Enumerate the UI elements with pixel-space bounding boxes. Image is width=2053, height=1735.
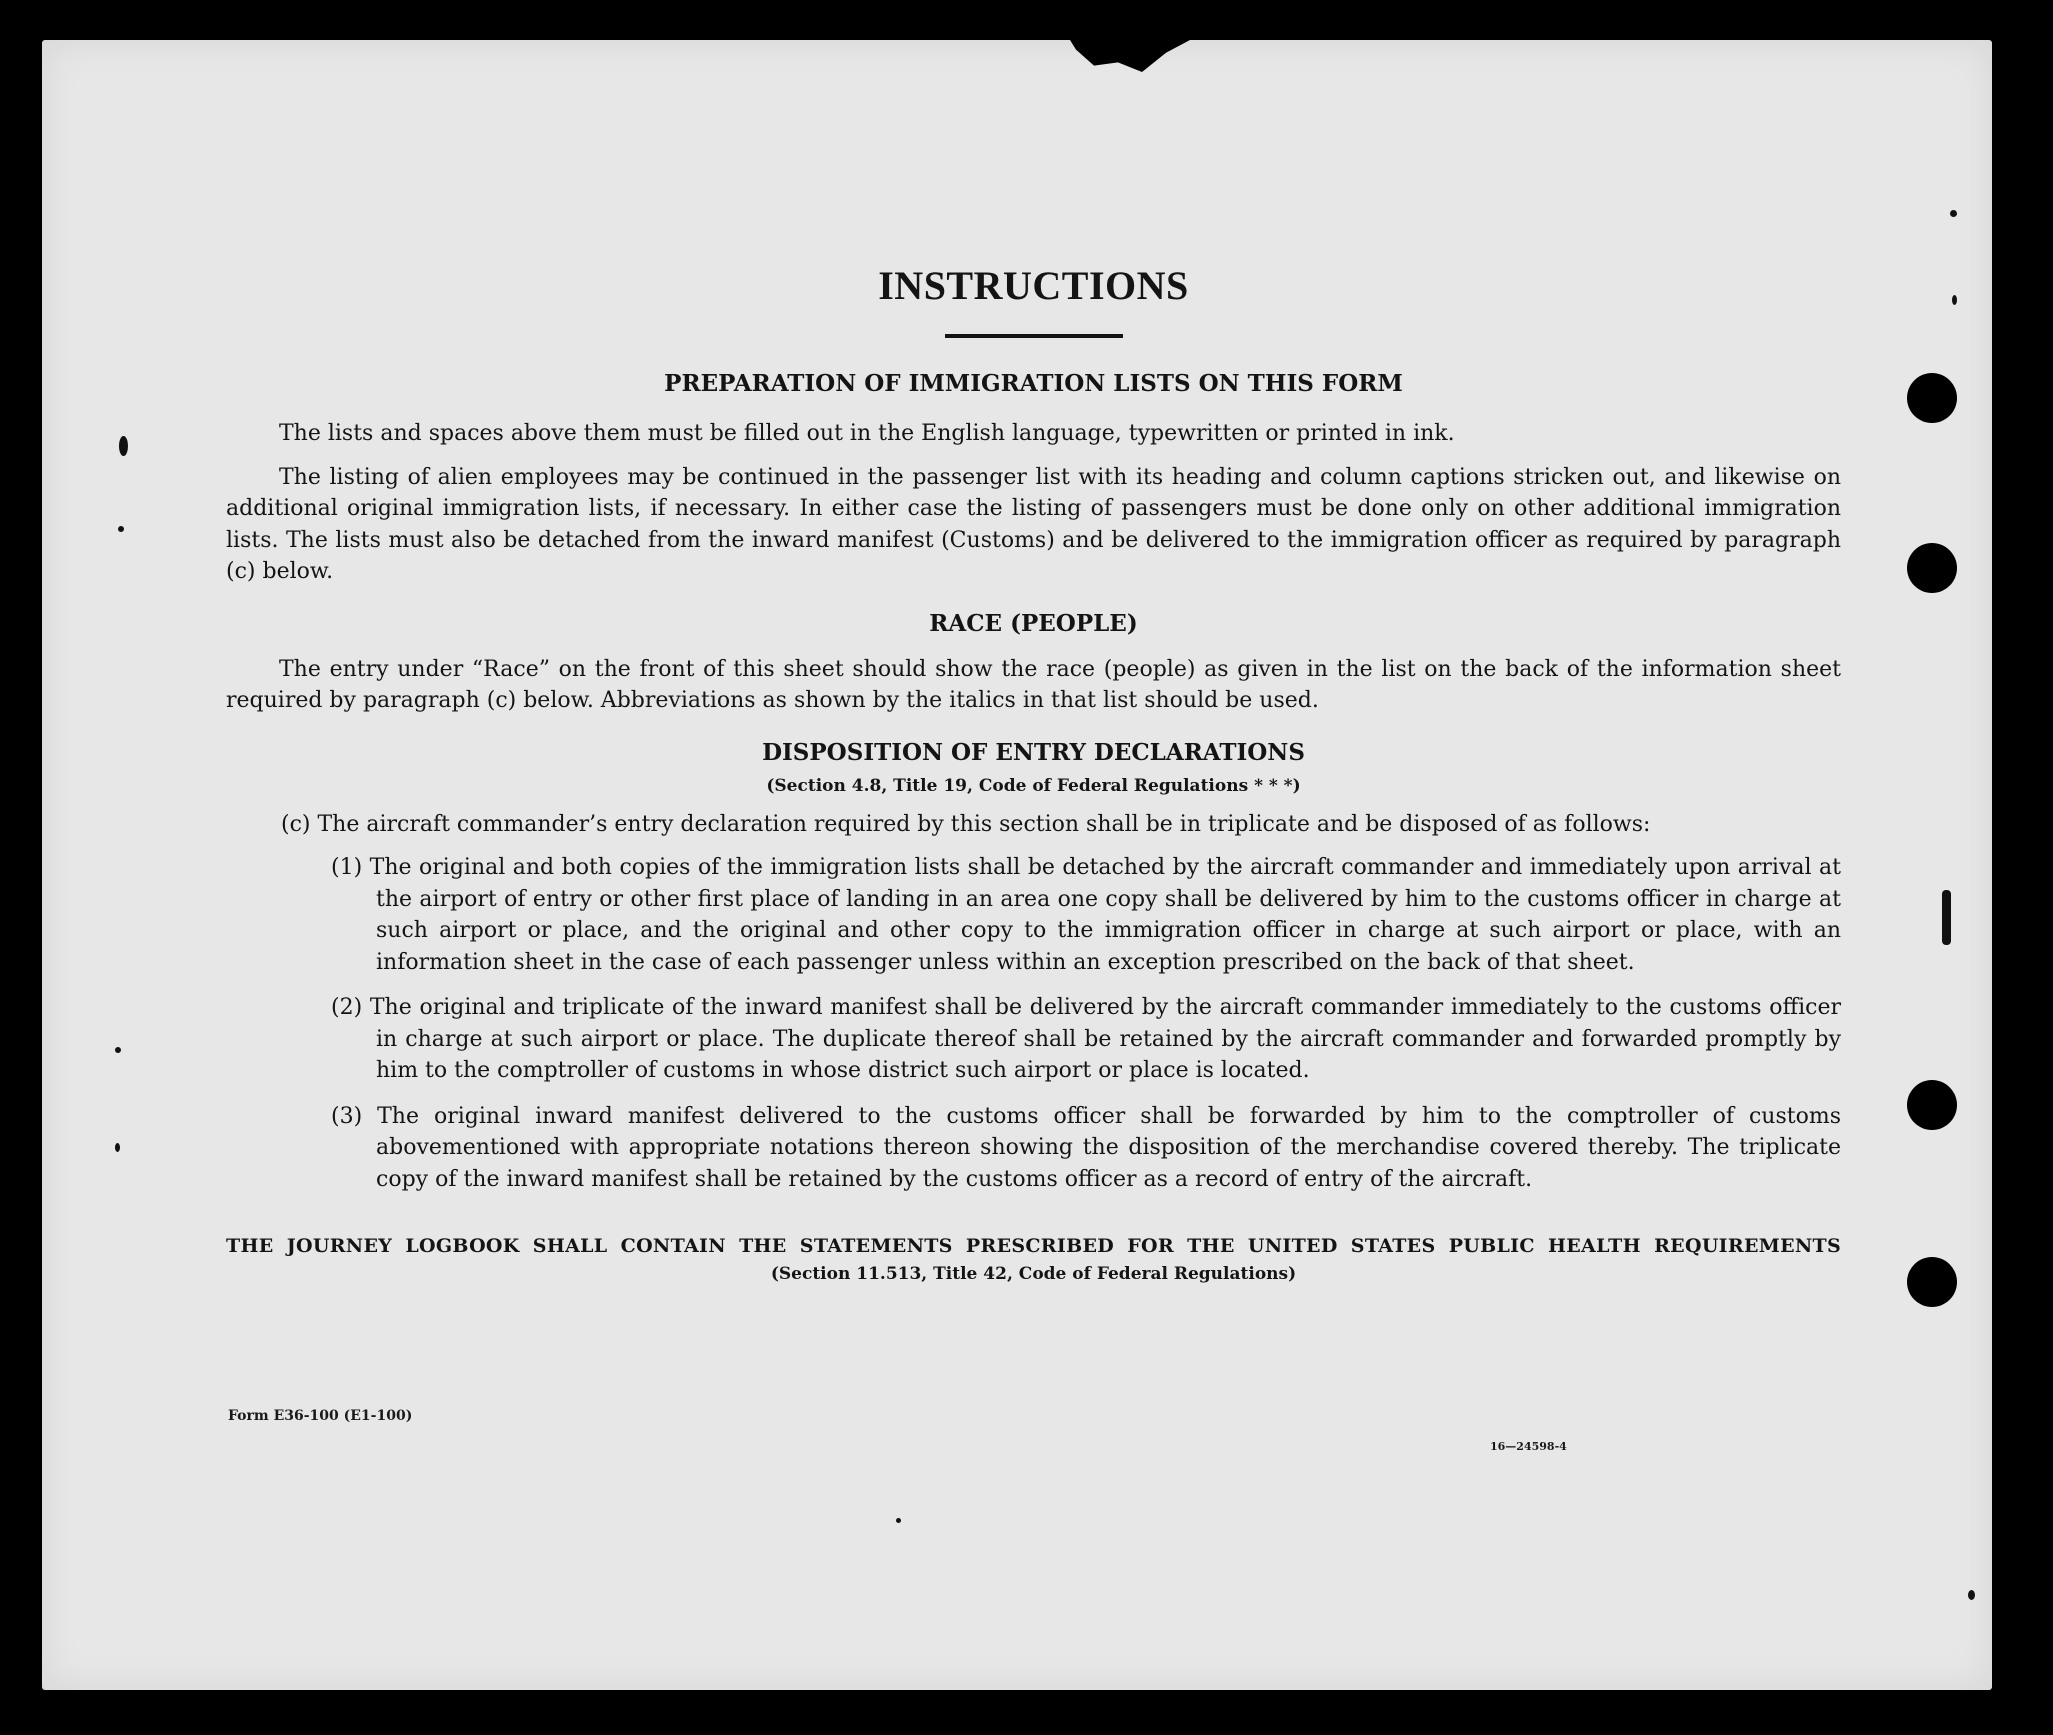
public-health-statement: THE JOURNEY LOGBOOK SHALL CONTAIN THE STATEMENTS PRESCRIBED FOR THE UNITED STATES PUBLIC HEALTH REQUIREMENTS <box>226 1235 1841 1257</box>
scan-speck <box>1942 890 1951 945</box>
race-heading: RACE (PEOPLE) <box>929 609 1138 637</box>
scan-speck <box>115 1143 120 1152</box>
print-code: 16—24598-4 <box>1490 1440 1567 1453</box>
scan-speck <box>1968 1590 1975 1600</box>
punch-hole <box>1907 543 1957 593</box>
disposition-item-3: (3) The original inward manifest delivered to the customs officer shall be forwarded by him to the comptroller of customs abovementioned with appropriate notations thereon showing the disposition of the merchandise covered thereby. The triplicate copy of the inward manifest shall be retained by the customs officer as a record of entry of the aircraft. <box>331 1103 1841 1192</box>
scan-speck <box>115 1047 121 1053</box>
disposition-item-1: (1) The original and both copies of the immigration lists shall be detached by the aircraft commander and immediately upon arrival at the airport of entry or other first place of landing in an area one copy shall be delivered by him to the customs officer in charge at such airport or place, and the original and other copy to the immigration officer in charge at such airport or place, with an information sheet in the case of each passenger unless within an exception prescribed on the back of that sheet. <box>331 855 1841 975</box>
title-underline <box>945 334 1123 338</box>
instructions-body <box>226 262 1841 1285</box>
form-number: Form E36-100 (E1-100) <box>228 1408 413 1424</box>
disposition-intro: (c) The aircraft commander’s entry declaration required by this section shall be in triplicate and be disposed of as follows: <box>281 811 1651 837</box>
preparation-paragraph-2: The listing of alien employees may be continued in the passenger list with its heading and column captions stricken out, and likewise on additional original immigration lists, if necessary. In either case the listing of passengers must be done only on other additional immigration lists. The lists must also be detached from the inward manifest (Customs) and be delivered to the immigration officer as required by paragraph (c) below. <box>226 464 1841 584</box>
punch-hole <box>1907 1257 1957 1307</box>
disposition-item-2: (2) The original and triplicate of the inward manifest shall be delivered by the aircraft commander immediately to the customs officer in charge at such airport or place. The duplicate thereof shall be retained by the aircraft commander and forwarded promptly by him to the comptroller of customs in whose district such airport or place is located. <box>331 995 1841 1083</box>
preparation-heading: PREPARATION OF IMMIGRATION LISTS ON THIS FORM <box>664 370 1403 397</box>
disposition-citation: (Section 4.8, Title 19, Code of Federal Regulations * * *) <box>766 775 1301 796</box>
scan-speck <box>118 526 124 532</box>
scan-speck <box>1952 295 1957 305</box>
scan-speck <box>119 436 128 456</box>
public-health-citation: (Section 11.513, Title 42, Code of Federal Regulations) <box>770 1264 1297 1284</box>
scan-speck <box>1950 210 1957 217</box>
page-title: INSTRUCTIONS <box>878 263 1189 308</box>
scan-speck <box>896 1518 901 1523</box>
race-paragraph: The entry under “Race” on the front of this sheet should show the race (people) as given in the list on the back of the information sheet required by paragraph (c) below. Abbreviations as shown by the italics in that list should be used. <box>226 656 1841 713</box>
punch-hole <box>1907 1080 1957 1130</box>
preparation-paragraph-1: The lists and spaces above them must be filled out in the English language, typewritten or printed in ink. <box>279 421 1455 446</box>
disposition-heading: DISPOSITION OF ENTRY DECLARATIONS <box>762 738 1305 766</box>
punch-hole <box>1907 373 1957 423</box>
